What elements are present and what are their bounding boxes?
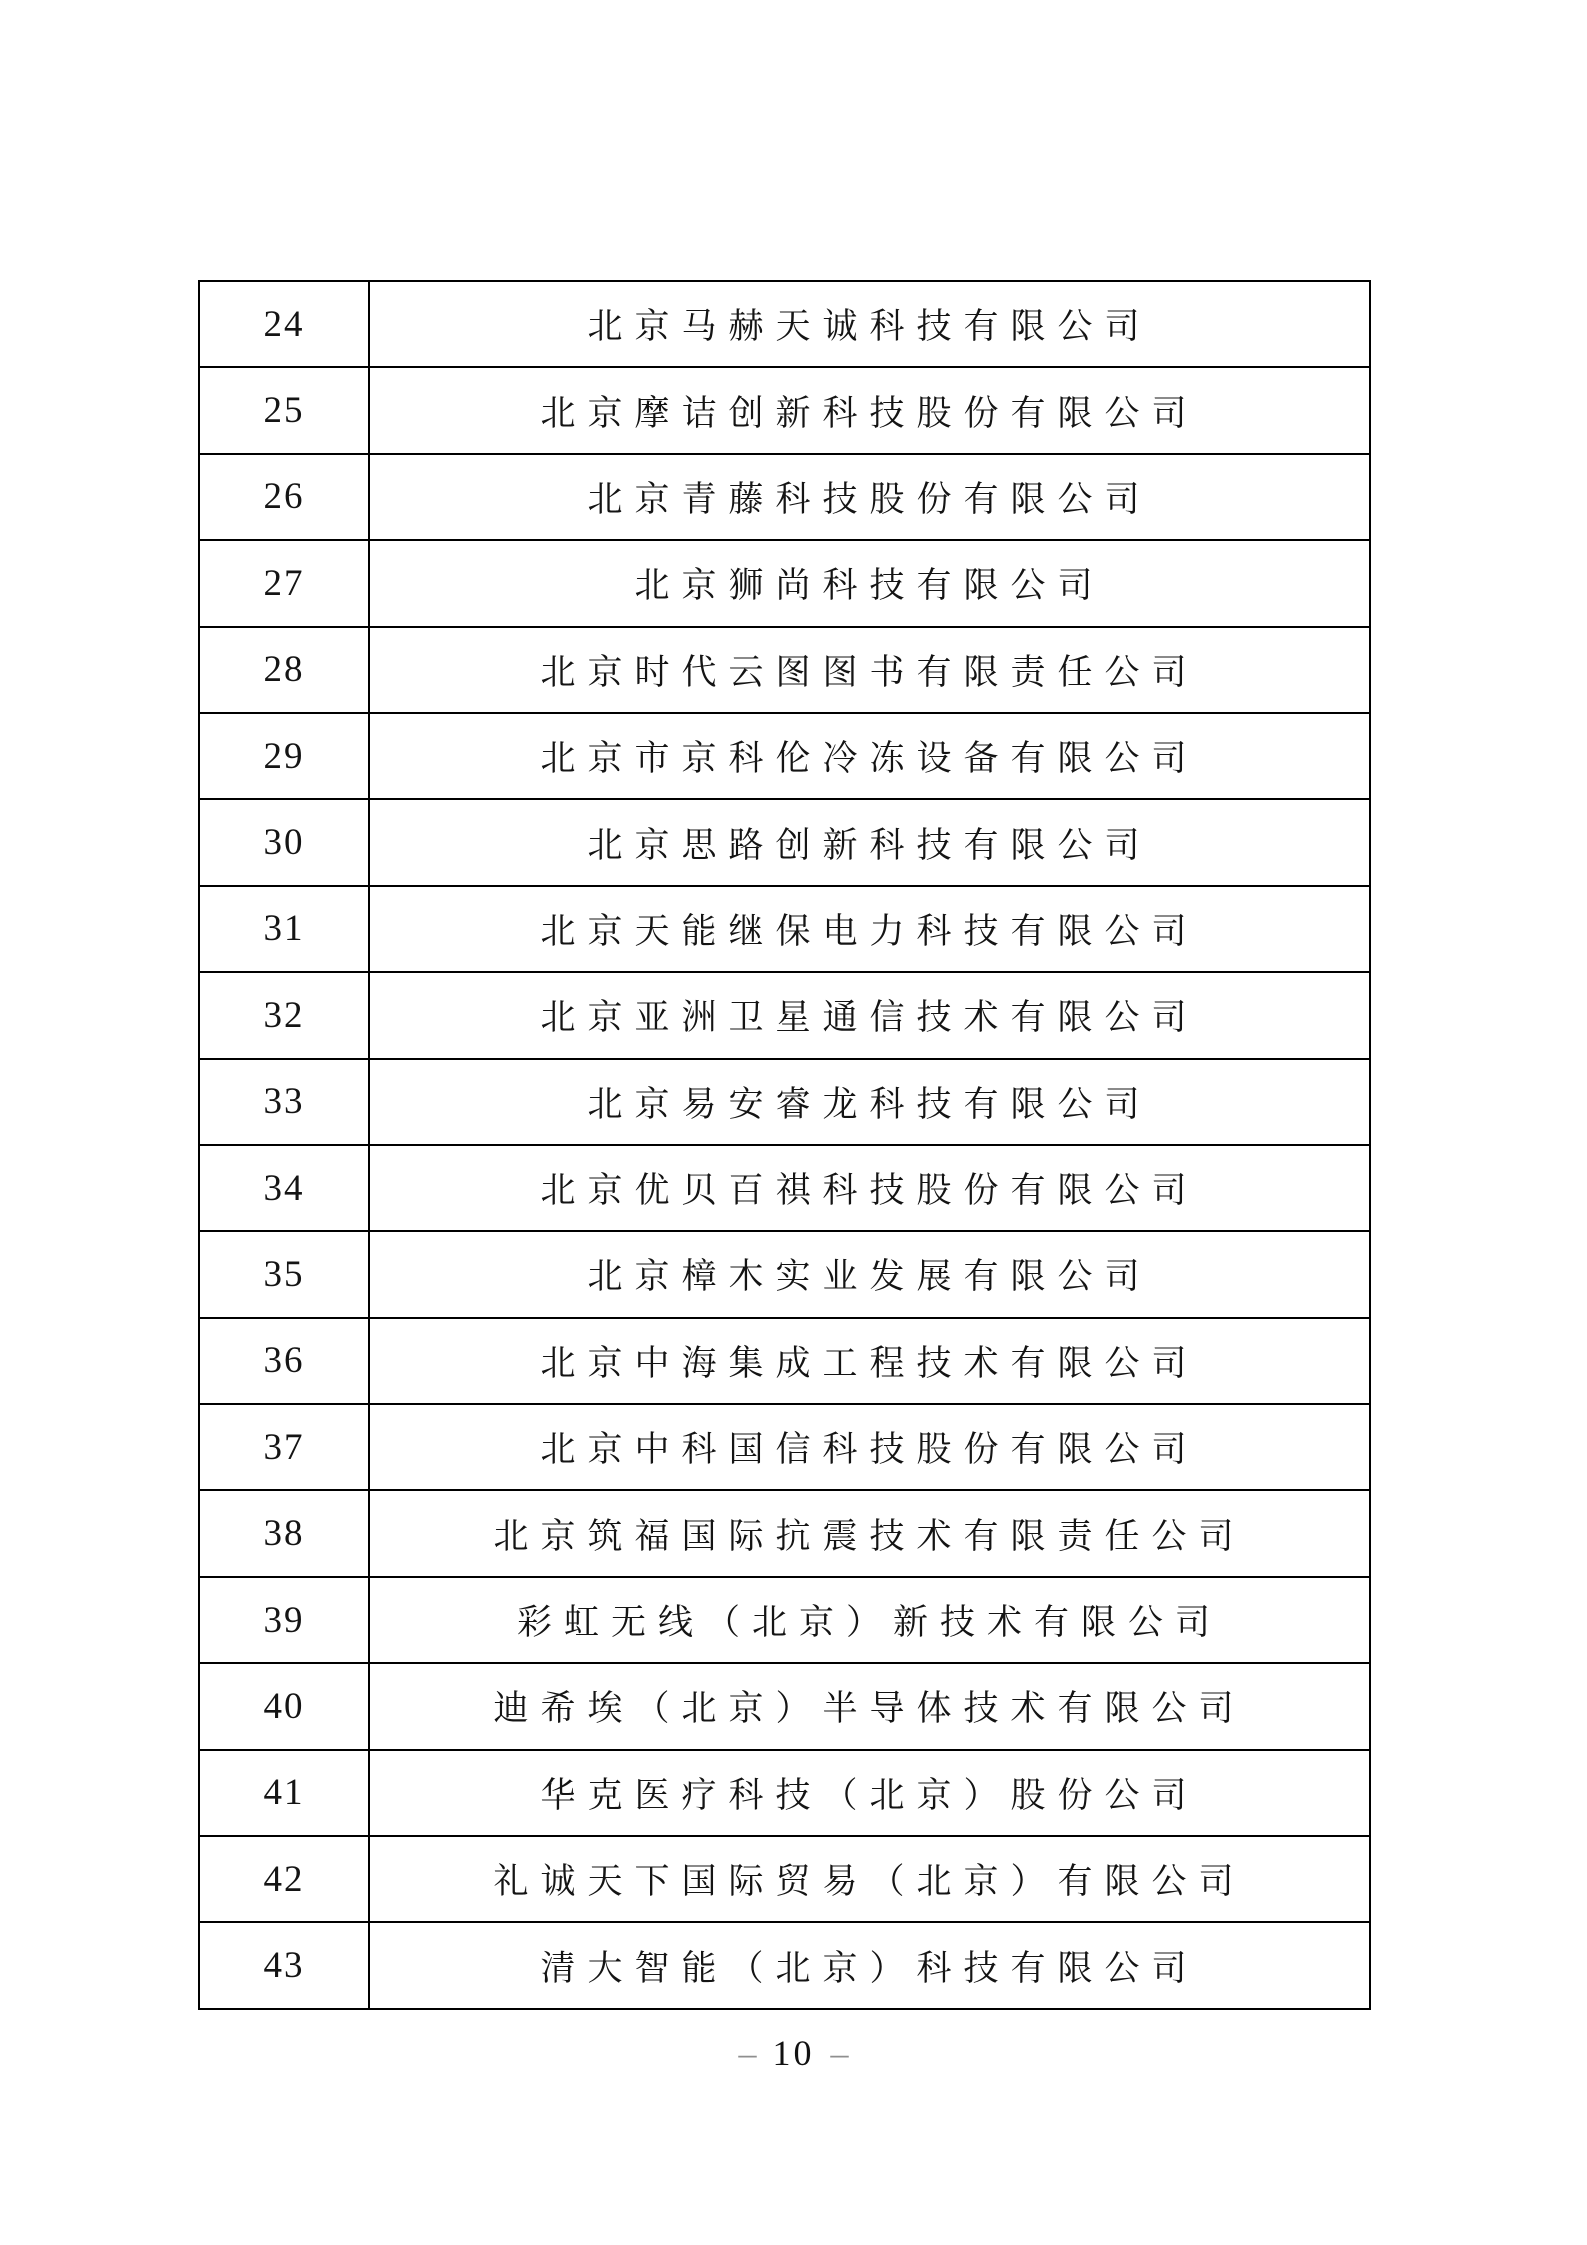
table-row bbox=[199, 1145, 1370, 1231]
table-row bbox=[199, 972, 1370, 1058]
company-list-table bbox=[198, 280, 1371, 2010]
table-row bbox=[199, 1490, 1370, 1576]
company-name-cell: 北京天能继保电力科技有限公司 bbox=[369, 886, 1370, 972]
row-number-cell: 29 bbox=[199, 713, 369, 799]
company-name-cell: 北京亚洲卫星通信技术有限公司 bbox=[369, 972, 1370, 1058]
company-name-cell: 北京青藤科技股份有限公司 bbox=[369, 454, 1370, 540]
row-number-cell: 33 bbox=[199, 1059, 369, 1145]
table-row bbox=[199, 886, 1370, 972]
row-number-cell: 38 bbox=[199, 1490, 369, 1576]
table-row bbox=[199, 713, 1370, 799]
row-number-cell: 30 bbox=[199, 799, 369, 885]
row-number-cell: 35 bbox=[199, 1231, 369, 1317]
company-name-cell: 彩虹无线（北京）新技术有限公司 bbox=[369, 1577, 1370, 1663]
row-number-cell: 25 bbox=[199, 367, 369, 453]
row-number-cell: 27 bbox=[199, 540, 369, 626]
row-number-cell: 34 bbox=[199, 1145, 369, 1231]
row-number-cell: 24 bbox=[199, 281, 369, 367]
company-name-cell: 北京摩诘创新科技股份有限公司 bbox=[369, 367, 1370, 453]
row-number-cell: 28 bbox=[199, 627, 369, 713]
page-footer bbox=[0, 2033, 1587, 2073]
table-row bbox=[199, 1231, 1370, 1317]
row-number-cell: 41 bbox=[199, 1750, 369, 1836]
row-number-cell: 40 bbox=[199, 1663, 369, 1749]
company-name-cell: 北京马赫天诚科技有限公司 bbox=[369, 281, 1370, 367]
table-row bbox=[199, 627, 1370, 713]
company-name-cell: 迪希埃（北京）半导体技术有限公司 bbox=[369, 1663, 1370, 1749]
row-number-cell: 39 bbox=[199, 1577, 369, 1663]
row-number-cell: 32 bbox=[199, 972, 369, 1058]
company-name-cell: 清大智能（北京）科技有限公司 bbox=[369, 1922, 1370, 2008]
row-number-cell: 43 bbox=[199, 1922, 369, 2008]
company-name-cell: 北京筑福国际抗震技术有限责任公司 bbox=[369, 1490, 1370, 1576]
table-row bbox=[199, 1750, 1370, 1836]
company-name-cell: 华克医疗科技（北京）股份公司 bbox=[369, 1750, 1370, 1836]
footer-right-dash: – bbox=[830, 2033, 849, 2073]
table-row bbox=[199, 1836, 1370, 1922]
table-row bbox=[199, 1318, 1370, 1404]
row-number-cell: 26 bbox=[199, 454, 369, 540]
row-number-cell: 31 bbox=[199, 886, 369, 972]
table-row bbox=[199, 1922, 1370, 2008]
company-name-cell: 礼诚天下国际贸易（北京）有限公司 bbox=[369, 1836, 1370, 1922]
company-name-cell: 北京优贝百祺科技股份有限公司 bbox=[369, 1145, 1370, 1231]
company-name-cell: 北京市京科伦冷冻设备有限公司 bbox=[369, 713, 1370, 799]
table-row bbox=[199, 540, 1370, 626]
row-number-cell: 42 bbox=[199, 1836, 369, 1922]
company-name-cell: 北京思路创新科技有限公司 bbox=[369, 799, 1370, 885]
footer-left-dash: – bbox=[738, 2033, 757, 2073]
company-name-cell: 北京中科国信科技股份有限公司 bbox=[369, 1404, 1370, 1490]
company-name-cell: 北京易安睿龙科技有限公司 bbox=[369, 1059, 1370, 1145]
page-number: 10 bbox=[772, 2033, 815, 2073]
row-number-cell: 36 bbox=[199, 1318, 369, 1404]
table-row bbox=[199, 1404, 1370, 1490]
table-row bbox=[199, 799, 1370, 885]
table-row bbox=[199, 281, 1370, 367]
table-row bbox=[199, 454, 1370, 540]
table-row bbox=[199, 1577, 1370, 1663]
company-name-cell: 北京时代云图图书有限责任公司 bbox=[369, 627, 1370, 713]
company-name-cell: 北京中海集成工程技术有限公司 bbox=[369, 1318, 1370, 1404]
company-name-cell: 北京狮尚科技有限公司 bbox=[369, 540, 1370, 626]
row-number-cell: 37 bbox=[199, 1404, 369, 1490]
table-row bbox=[199, 367, 1370, 453]
table-row bbox=[199, 1663, 1370, 1749]
company-name-cell: 北京樟木实业发展有限公司 bbox=[369, 1231, 1370, 1317]
table-row bbox=[199, 1059, 1370, 1145]
